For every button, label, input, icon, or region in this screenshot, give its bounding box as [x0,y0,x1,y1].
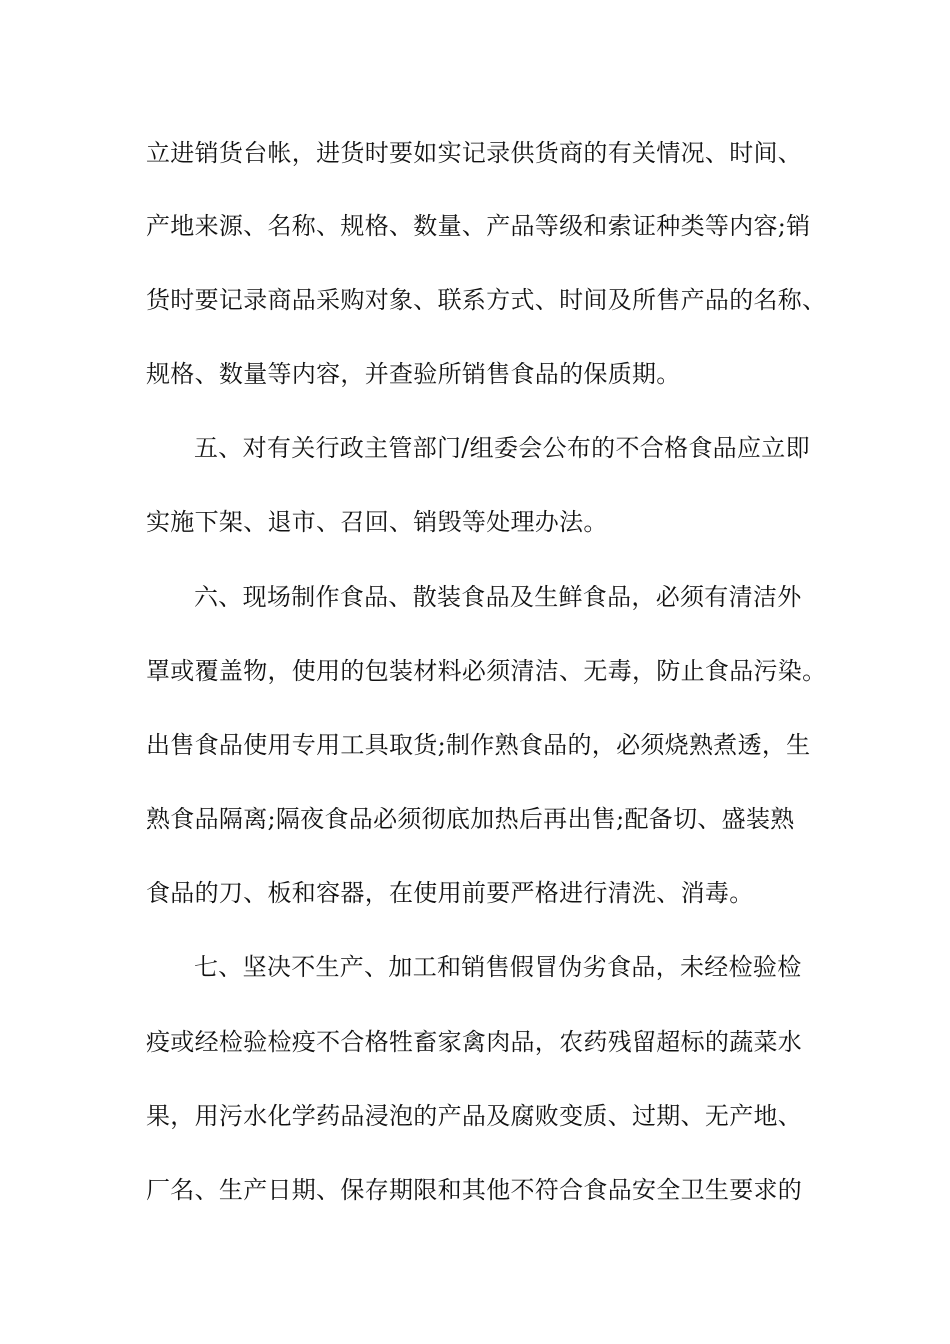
paragraph-start-line: 六、现场制作食品、散装食品及生鲜食品，必须有清洁外 [194,583,802,611]
text-line: 果，用污水化学药品浸泡的产品及腐败变质、过期、无产地、 [146,1102,803,1130]
text-line: 疫或经检验检疫不合格牲畜家禽肉品，农药残留超标的蔬菜水 [146,1028,803,1056]
text-line: 产地来源、名称、规格、数量、产品等级和索证种类等内容;销 [146,212,811,240]
text-line: 规格、数量等内容，并查验所销售食品的保质期。 [146,360,681,388]
text-line: 厂名、生产日期、保存期限和其他不符合食品安全卫生要求的 [146,1176,803,1204]
text-line: 出售食品使用专用工具取货;制作熟食品的，必须烧熟煮透，生 [146,731,811,759]
text-line: 立进销货台帐，进货时要如实记录供货商的有关情况、时间、 [146,139,803,167]
paragraph-start-line: 五、对有关行政主管部门/组委会公布的不合格食品应立即 [194,434,810,462]
text-line: 实施下架、退市、召回、销毁等处理办法。 [146,508,608,536]
text-line: 货时要记录商品采购对象、联系方式、时间及所售产品的名称、 [146,286,827,314]
text-line: 食品的刀、板和容器，在使用前要严格进行清洗、消毒。 [146,879,754,907]
text-line: 罩或覆盖物，使用的包装材料必须清洁、无毒，防止食品污染。 [146,657,827,685]
paragraph-start-line: 七、坚决不生产、加工和销售假冒伪劣食品，未经检验检 [194,953,802,981]
text-line: 熟食品隔离;隔夜食品必须彻底加热后再出售;配备切、盛装熟 [146,805,795,833]
